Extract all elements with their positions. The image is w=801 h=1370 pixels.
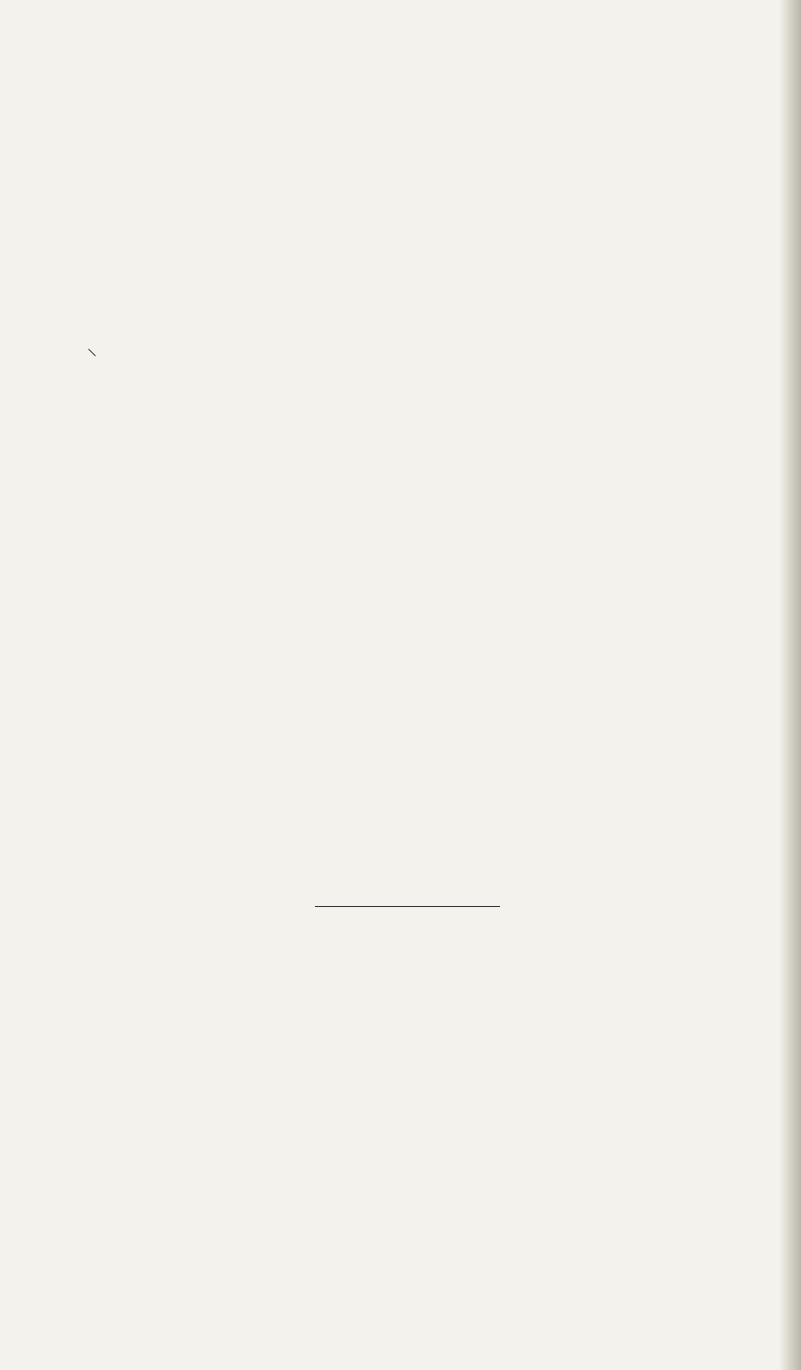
page-edge-shadow: [779, 0, 801, 1370]
section-divider: [315, 906, 500, 907]
pencil-tick-mark: [88, 349, 96, 357]
